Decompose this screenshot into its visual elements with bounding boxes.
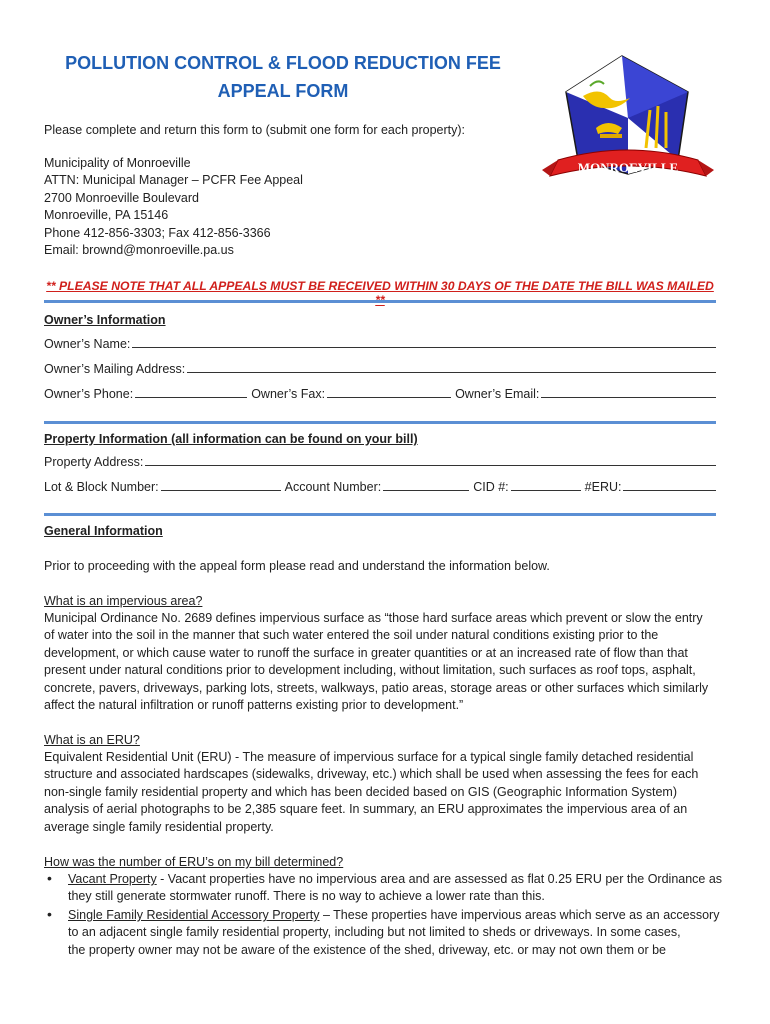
form-title-line1: POLLUTION CONTROL & FLOOD REDUCTION FEE: [65, 53, 501, 73]
general-info-heading: General Information: [44, 524, 163, 538]
answer-line: non-single family residential property and which has been decided based on GIS (Geographic Information System): [44, 784, 677, 799]
account-number-field[interactable]: [383, 480, 469, 491]
owner-email-label: Owner’s Email:: [455, 387, 540, 401]
general-intro: Prior to proceeding with the appeal form please read and understand the information below.: [44, 559, 550, 573]
list-item-accessory-property: [68, 907, 719, 959]
bullet-text: the property owner may not be aware of the existence of the shed, driveway, etc. or may not own them or be: [68, 942, 666, 957]
owner-name-label: Owner’s Name:: [44, 337, 131, 351]
bullet-term: Vacant Property: [68, 872, 157, 886]
impervious-question: What is an impervious area?: [44, 594, 203, 608]
form-title: [44, 49, 522, 105]
property-address-row: [44, 455, 716, 469]
impervious-answer: [44, 610, 708, 714]
owner-name-row: [44, 337, 716, 351]
address-line: Email: brownd@monroeville.pa.us: [44, 243, 234, 258]
address-line: Municipality of Monroeville: [44, 156, 191, 170]
answer-line: Municipal Ordinance No. 2689 defines impervious surface as “those hard surface areas which prevent or slow the entry: [44, 611, 703, 625]
owner-fax-field[interactable]: [327, 387, 451, 398]
bullet-icon: •: [47, 870, 52, 886]
bullet-icon: •: [47, 906, 52, 922]
owner-contact-row: [44, 387, 716, 401]
address-line: Monroeville, PA 15146: [44, 208, 169, 223]
mailing-address: [44, 155, 303, 259]
eru-determination-question: How was the number of ERU’s on my bill determined?: [44, 855, 344, 869]
answer-line: concrete, pavers, driveways, parking lots, streets, walkways, patio areas, storage areas or other surfaces which similarly: [44, 680, 709, 695]
address-line: Phone 412-856-3303; Fax 412-856-3366: [44, 225, 271, 240]
property-info-heading: Property Information (all information can be found on your bill): [44, 432, 418, 446]
bullet-term: Single Family Residential Accessory Property: [68, 908, 320, 922]
answer-line: of water into the soil in the manner that such water entered the soil under natural conditions existing prior to the: [44, 628, 659, 643]
property-address-label: Property Address:: [44, 455, 144, 469]
property-address-field[interactable]: [145, 455, 716, 466]
account-number-label: Account Number:: [284, 480, 382, 494]
answer-line: structure and associated hardscapes (sidewalks, driveway, etc.) which shall be used when assessing the fees for each: [44, 767, 699, 782]
section-divider: [44, 421, 716, 424]
eru-field[interactable]: [623, 480, 716, 491]
seal-graphic: [538, 48, 716, 198]
property-ids-row: [44, 480, 716, 494]
seal-banner-text: MONROEVILLE: [577, 160, 679, 175]
section-divider: [44, 513, 716, 516]
owner-mailing-label: Owner’s Mailing Address:: [44, 362, 186, 376]
answer-line: affect the natural infiltration or runoff patterns existing prior to development.”: [44, 698, 464, 713]
owner-phone-label: Owner’s Phone:: [44, 387, 134, 401]
address-line: 2700 Monroeville Boulevard: [44, 190, 199, 205]
deadline-notice: ** PLEASE NOTE THAT ALL APPEALS MUST BE RECEIVED WITHIN 30 DAYS OF THE DATE THE BILL WAS MAILED: [46, 279, 714, 293]
owner-mailing-field[interactable]: [187, 362, 716, 373]
owner-fax-label: Owner’s Fax:: [251, 387, 326, 401]
bullet-text: – These properties have impervious areas which serve as an accessory: [319, 908, 720, 922]
answer-line: average single family residential property.: [44, 819, 274, 834]
owner-name-field[interactable]: [132, 337, 716, 348]
answer-line: development, or which cause water to runoff the surface in greater quantities or at an increased rate of flow than that: [44, 645, 688, 660]
eru-answer: [44, 749, 698, 836]
bullet-text: - Vacant properties have no impervious area and are assessed as flat 0.25 ERU per the Ordinance as: [156, 872, 723, 886]
bullet-text: to an adjacent single family residential property, including but not limited to sheds or driveways. In some cases,: [68, 925, 681, 940]
answer-line: analysis of aerial photographs to be 2,385 square feet. In summary, an ERU approximates the impervious area of an: [44, 802, 688, 817]
lot-block-field[interactable]: [161, 480, 281, 491]
answer-line: present under natural conditions prior to development including, without limitation, such surfaces as roof tops, asphalt,: [44, 663, 696, 678]
owner-mailing-row: [44, 362, 716, 376]
cid-field[interactable]: [511, 480, 581, 491]
list-item-vacant-property: [68, 871, 722, 906]
section-divider: [44, 300, 716, 303]
form-title-line2: APPEAL FORM: [217, 81, 349, 101]
eru-question: What is an ERU?: [44, 733, 140, 747]
cid-label: CID #:: [473, 480, 509, 494]
answer-line: Equivalent Residential Unit (ERU) - The measure of impervious surface for a typical single family detached residential: [44, 750, 694, 764]
instructions-text: Please complete and return this form to (submit one form for each property):: [44, 123, 466, 137]
lot-block-label: Lot & Block Number:: [44, 480, 159, 494]
owner-phone-field[interactable]: [135, 387, 247, 398]
eru-label: #ERU:: [584, 480, 622, 494]
address-line: ATTN: Municipal Manager – PCFR Fee Appeal: [44, 173, 303, 188]
monroeville-seal-logo: [538, 48, 716, 198]
bullet-text: they still generate stormwater runoff. There is no way to achieve a lower rate than this.: [68, 889, 545, 904]
owner-info-heading: Owner’s Information: [44, 313, 166, 327]
owner-email-field[interactable]: [541, 387, 716, 398]
